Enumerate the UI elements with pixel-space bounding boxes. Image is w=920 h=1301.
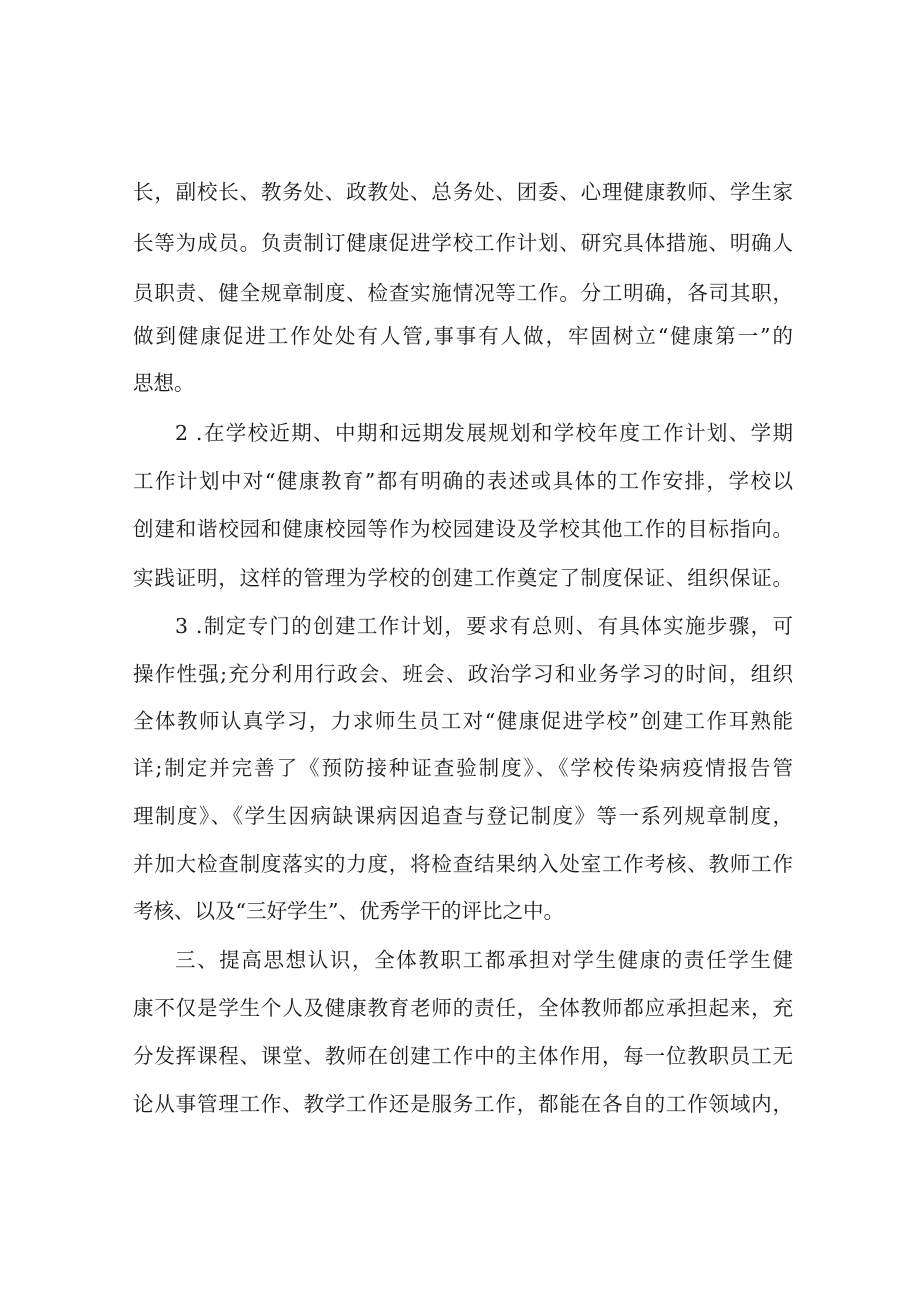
paragraph-4-line-4: 论从事管理工作、教学工作还是服务工作，都能在各自的工作领域内， bbox=[133, 1092, 793, 1116]
paragraph-2-line-3: 创建和谐校园和健康校园等作为校园建设及学校其他工作的目标指向。 bbox=[133, 517, 793, 541]
paragraph-3-line-2: 操作性强;充分利用行政会、班会、政治学习和业务学习的时间，组织 bbox=[133, 662, 793, 686]
paragraph-3-line-5: 理制度》、《学生因病缺课病因追查与登记制度》等一系列规章制度， bbox=[133, 804, 793, 828]
paragraph-1-line-5: 思想。 bbox=[133, 371, 195, 395]
paragraph-2-line-2: 工作计划中对“健康教育”都有明确的表述或具体的工作安排，学校以 bbox=[133, 469, 793, 493]
paragraph-4-line-3: 分发挥课程、课堂、教师在创建工作中的主体作用，每一位教职员工无 bbox=[133, 1044, 793, 1068]
paragraph-3-line-6: 并加大检查制度落实的力度，将检查结果纳入处室工作考核、教师工作 bbox=[133, 852, 793, 876]
paragraph-1-line-4: 做到健康促进工作处处有人管,事事有人做，牢固树立“健康第一”的 bbox=[133, 324, 793, 348]
paragraph-1-line-2: 长等为成员。负责制订健康促进学校工作计划、研究具体措施、明确人 bbox=[133, 231, 793, 255]
paragraph-1-line-3: 员职责、健全规章制度、检查实施情况等工作。分工明确，各司其职， bbox=[133, 281, 793, 305]
paragraph-4-line-1: 三、提高思想认识，全体教职工都承担对学生健康的责任学生健 bbox=[175, 948, 793, 972]
paragraph-2-line-1: 2 .在学校近期、中期和远期发展规划和学校年度工作计划、学期 bbox=[175, 421, 793, 445]
paragraph-3-line-4: 详;制定并完善了《预防接种证查验制度》、《学校传染病疫情报告管 bbox=[133, 756, 793, 780]
paragraph-2-line-4: 实践证明，这样的管理为学校的创建工作奠定了制度保证、组织保证。 bbox=[133, 566, 793, 590]
paragraph-3-line-7: 考核、以及“三好学生”、优秀学干的评比之中。 bbox=[133, 899, 564, 923]
paragraph-3-line-1: 3 .制定专门的创建工作计划，要求有总则、有具体实施步骤，可 bbox=[175, 614, 793, 638]
paragraph-4-line-2: 康不仅是学生个人及健康教育老师的责任，全体教师都应承担起来，充 bbox=[133, 996, 793, 1020]
paragraph-1-line-1: 长，副校长、教务处、政教处、总务处、团委、心理健康教师、学生家 bbox=[133, 180, 793, 204]
paragraph-3-line-3: 全体教师认真学习，力求师生员工对“健康促进学校”创建工作耳熟能 bbox=[133, 709, 793, 733]
